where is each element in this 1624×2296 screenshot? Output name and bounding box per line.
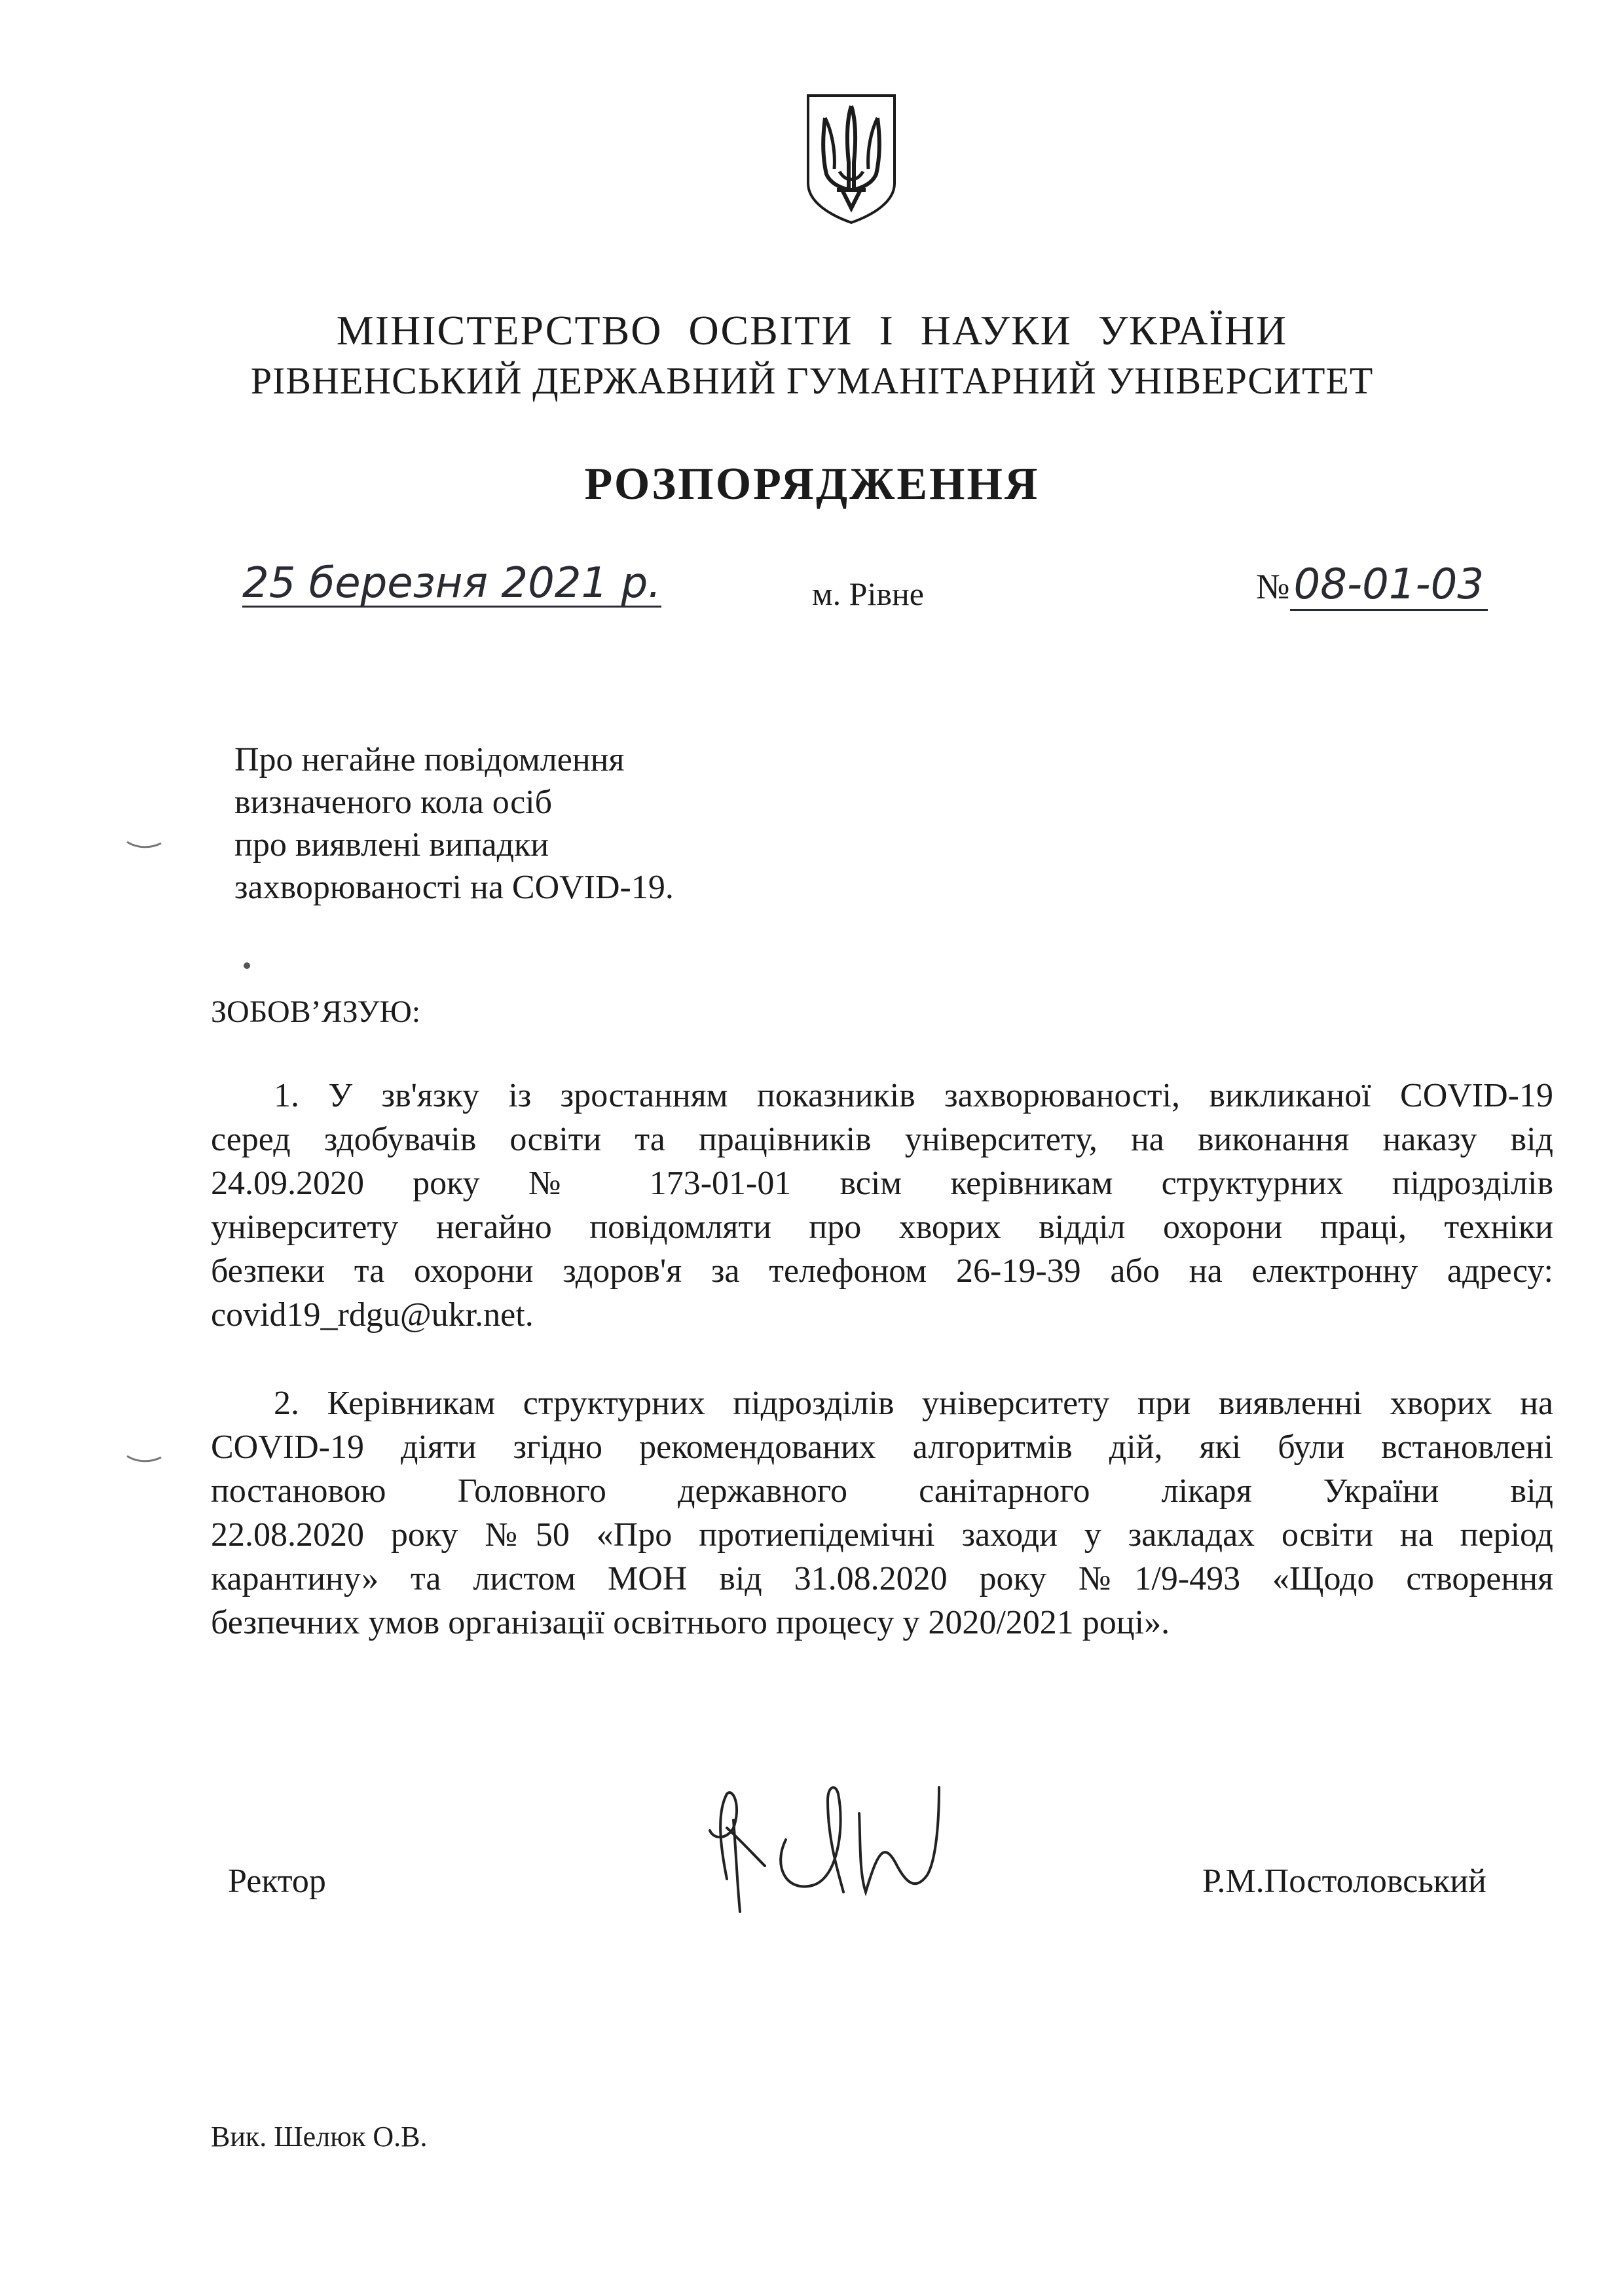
handwritten-signature-icon	[688, 1768, 969, 1918]
document-type-title: РОЗПОРЯДЖЕННЯ	[584, 459, 1040, 509]
document-city: м. Рівне	[812, 575, 924, 612]
subject-line: Про негайне повідомлення	[234, 741, 625, 778]
paragraph-line: безпечних умов організації освітнього процесу у 2020/2021 році».	[211, 1604, 1170, 1641]
coat-of-arms-icon	[803, 92, 900, 227]
document-date: 25 березня 2021 р.	[242, 559, 661, 608]
scan-mark-decoration	[124, 838, 164, 851]
order-word: ЗОБОВ’ЯЗУЮ:	[211, 994, 421, 1029]
paragraph-2	[211, 1381, 1553, 1645]
paragraph-1	[211, 1074, 1553, 1337]
executor-note: Вик. Шелюк О.В.	[211, 2121, 428, 2153]
paragraph-line: серед здобувачів освіти та працівників університету, на виконання наказу від	[211, 1121, 1553, 1158]
paragraph-line: COVID-19 діяти згідно рекомендованих алгоритмів дій, які були встановлені	[211, 1429, 1553, 1466]
paragraph-line: 22.08.2020 року №50 «Про протиепідемічні заходи у закладах освіти на період	[211, 1516, 1553, 1554]
scan-mark-decoration	[124, 1452, 164, 1465]
subject-line: визначеного кола осіб	[234, 784, 553, 821]
document-subject	[234, 738, 1020, 909]
paragraph-line: covid19_rdgu@ukr.net.	[211, 1296, 534, 1334]
scan-dot-decoration	[242, 961, 251, 970]
paragraph-line: постановою Головного державного санітарного лікаря України від	[211, 1472, 1553, 1510]
subject-line: про виявлені випадки	[234, 826, 549, 864]
subject-line: захворюваності на COVID-19.	[234, 869, 674, 906]
paragraph-line: 24.09.2020 року № 173-01-01 всім керівникам структурних підрозділів	[211, 1165, 1553, 1202]
paragraph-line: університету негайно повідомляти про хворих відділ охорони праці, техніки	[211, 1209, 1553, 1246]
signatory-name: Р.М.Постоловський	[1202, 1863, 1486, 1900]
paragraph-line: 1. У зв'язку із зростанням показників захворюваності, викликаної COVID-19	[274, 1077, 1553, 1114]
paragraph-line: безпеки та охорони здоров'я за телефоном 26-19-39 або на електронну адресу:	[211, 1252, 1553, 1290]
document-number: 08-01-03	[1290, 560, 1488, 611]
paragraph-line: карантину» та листом МОН від 31.08.2020 року №1/9-493 «Щодо створення	[211, 1560, 1553, 1597]
document-number-block	[1256, 560, 1488, 609]
signatory-title: Ректор	[228, 1863, 326, 1900]
number-sign: №	[1256, 567, 1290, 606]
university-name: РІВНЕНСЬКИЙ ДЕРЖАВНИЙ ГУМАНІТАРНИЙ УНІВЕРСИТЕТ	[250, 359, 1374, 402]
paragraph-line: 2. Керівникам структурних підрозділів університету при виявленні хворих на	[274, 1385, 1553, 1422]
ministry-name: МІНІСТЕРСТВО ОСВІТИ І НАУКИ УКРАЇНИ	[336, 307, 1288, 354]
